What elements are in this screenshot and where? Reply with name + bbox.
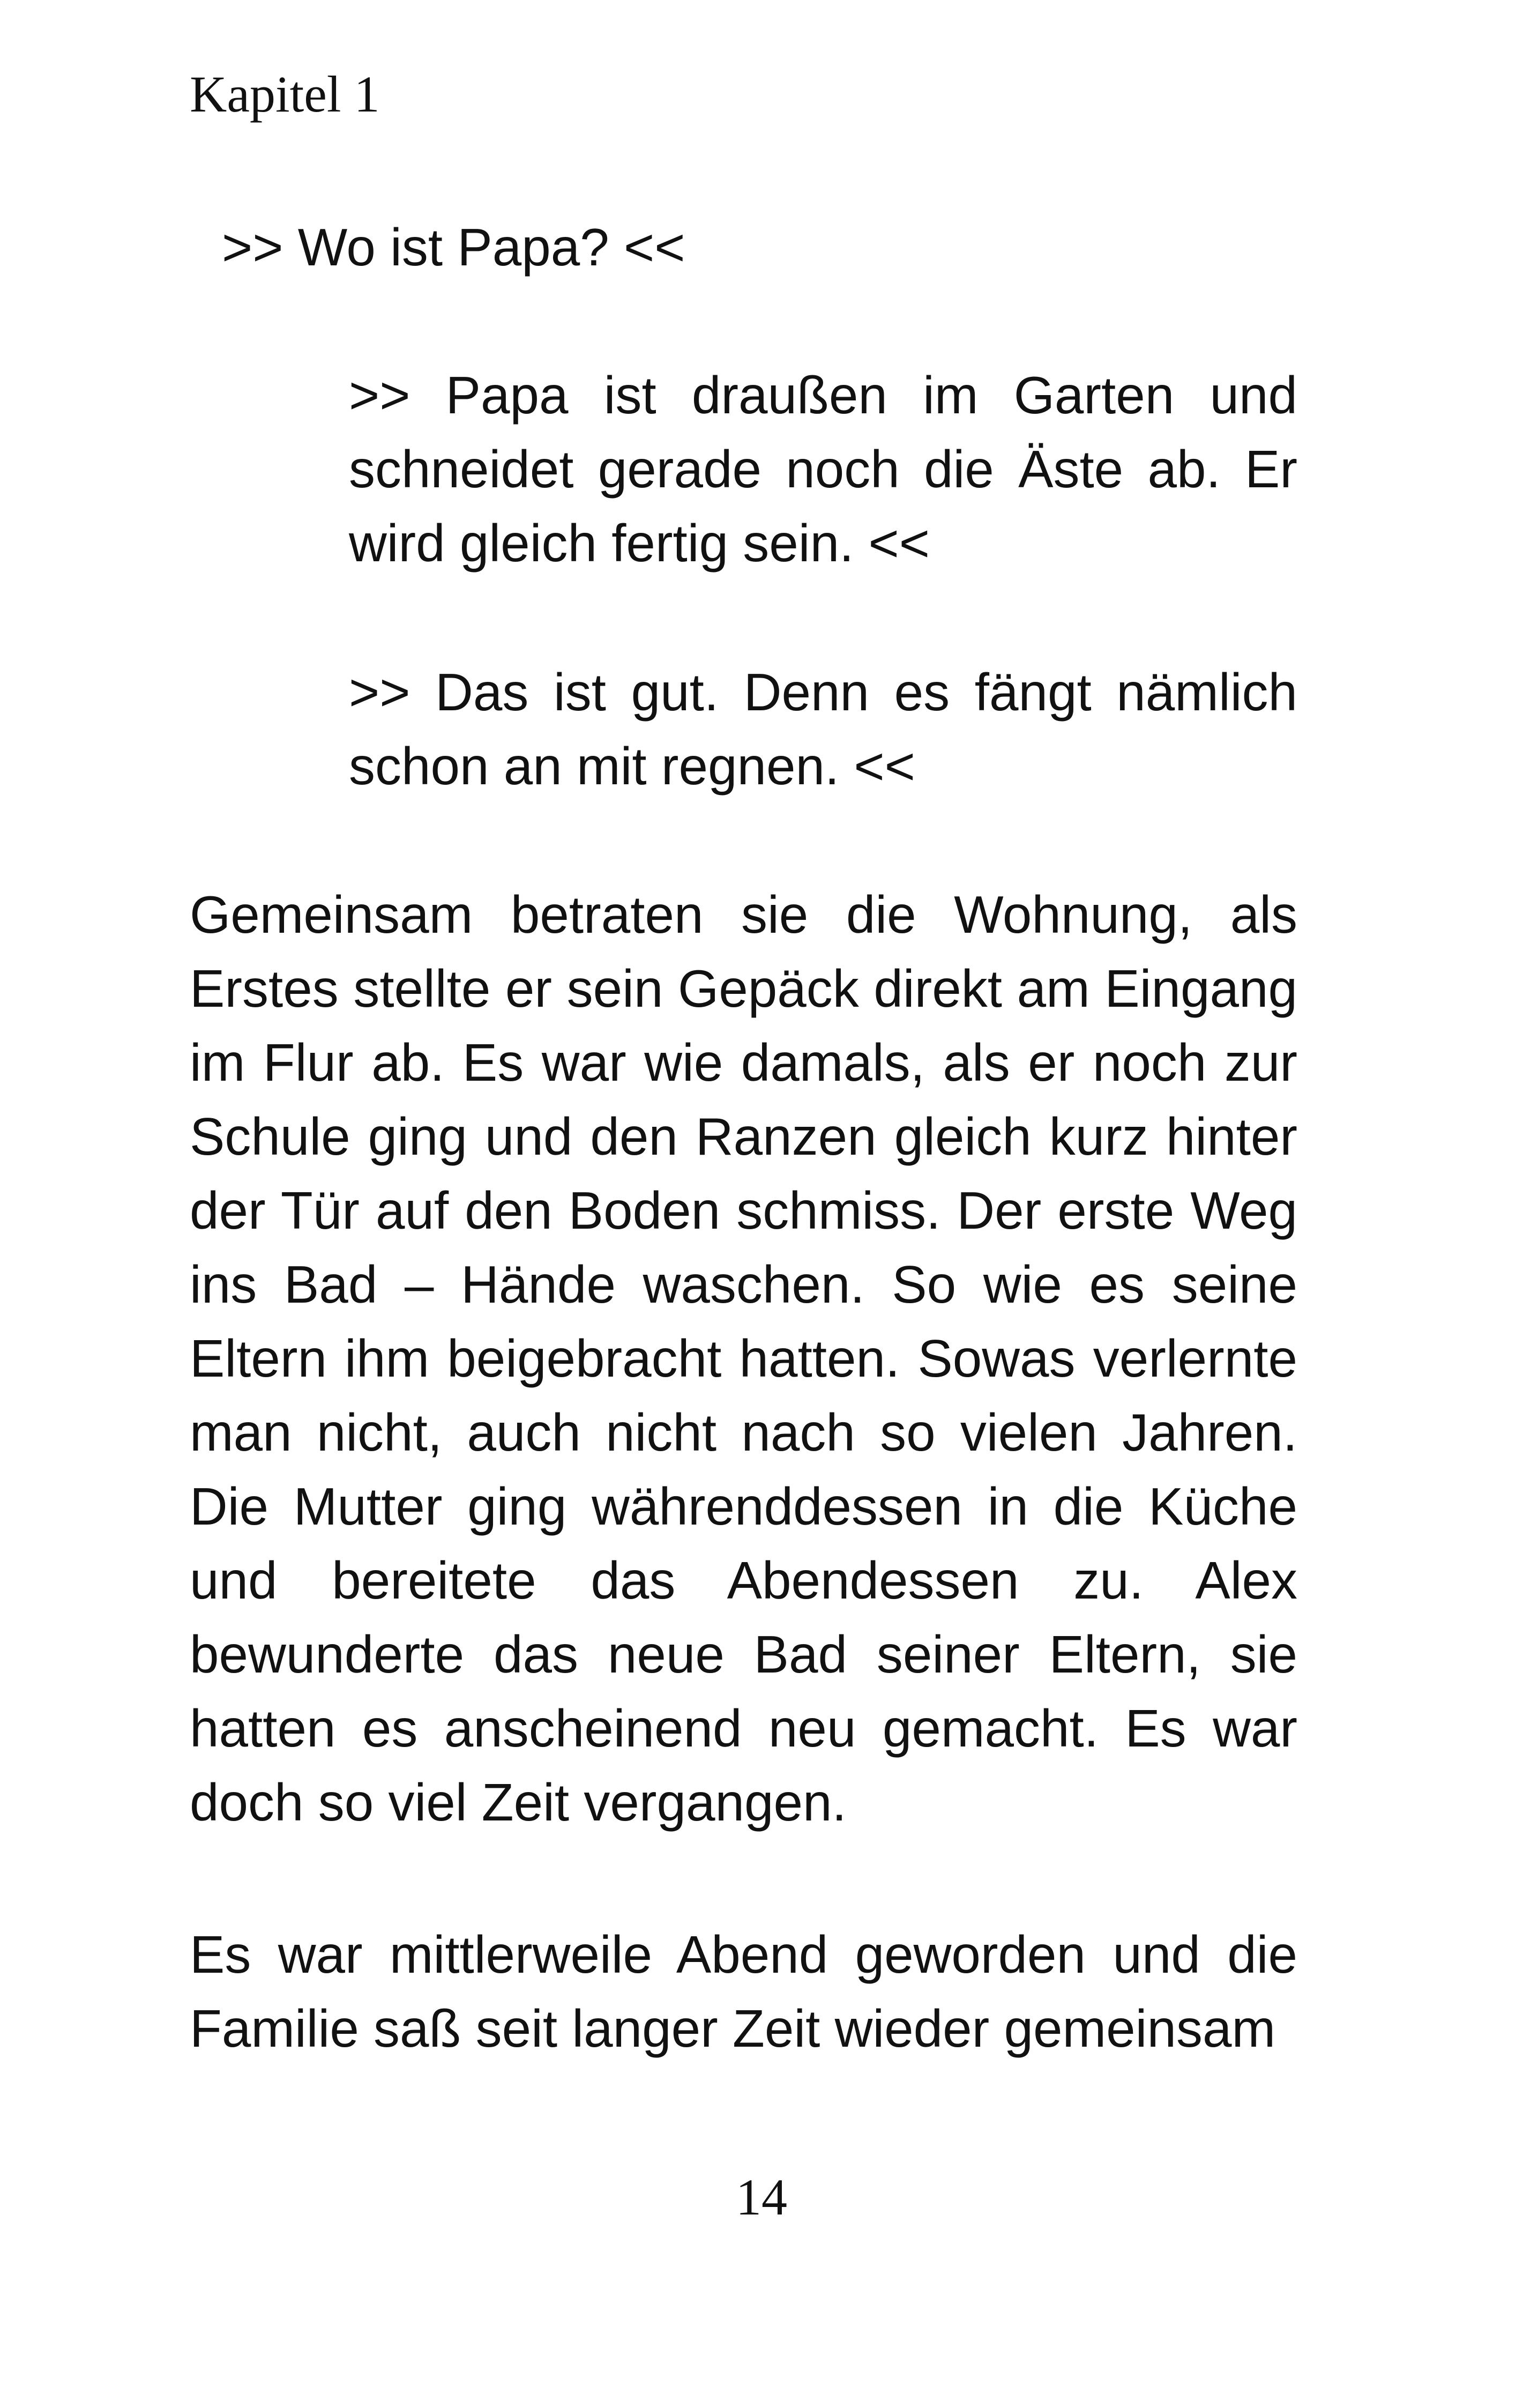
dialogue-line-1: >> Wo ist Papa? << [222, 218, 685, 277]
chapter-running-head: Kapitel 1 [190, 65, 380, 123]
page-number: 14 [736, 2168, 787, 2226]
body-paragraph-1: Gemeinsam betraten sie die Wohnung, als Erstes stellte er sein Gepäck direkt am Eingang im Flur ab. Es war wie damals, als er noch zur Schule ging und den Ranzen gleich kurz hinter der Tür auf den Boden schmiss. Der erste Weg ins Bad – Hände waschen. So wie es seine Eltern ihm beigebracht hatten. Sowas verlernte man nicht, auch nicht nach so vielen Jahren. Die Mutter ging währenddessen in die Küche und bereitete das Abendessen zu. Alex bewunderte das neue Bad seiner Eltern, sie hatten es anscheinend neu gemacht. Es war doch so viel Zeit vergangen. [190, 885, 1297, 1832]
body-paragraph-2: Es war mittlerweile Abend geworden und die Familie saß seit langer Zeit wieder gemeinsam [190, 1925, 1297, 2058]
dialogue-line-3: >> Das ist gut. Denn es fängt nämlich schon an mit regnen. << [349, 663, 1297, 796]
dialogue-line-2: >> Papa ist draußen im Garten und schneidet gerade noch die Äste ab. Er wird gleich fertig sein. << [349, 366, 1297, 573]
